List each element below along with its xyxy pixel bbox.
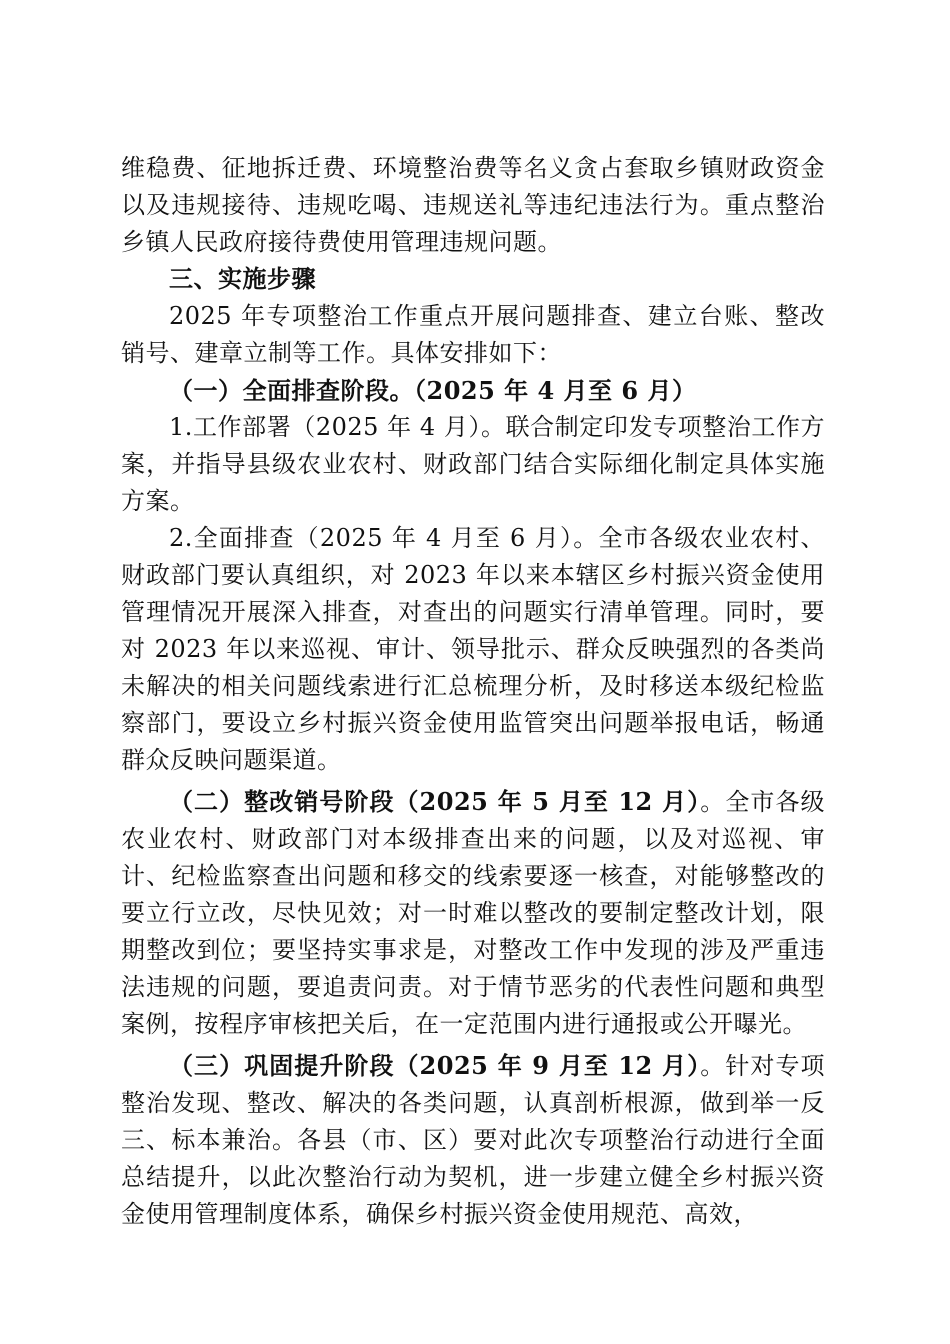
stage-three-paragraph <box>121 1047 825 1233</box>
stage-one-item-deployment: 1.工作部署（2025 年 4 月）。联合制定印发专项整治工作方案，并指导县级农业农村、财政部门结合实际细化制定具体实施方案。 <box>121 413 825 515</box>
stage-three-body: 。针对专项整治发现、整改、解决的各类问题，认真剖析根源，做到举一反三、标本兼治。各县（市、区）要对此次专项整治行动进行全面总结提升，以此次整治行动为契机，进一步建立健全乡村振兴资金使用管理制度体系，确保乡村振兴资金使用规范、高效， <box>121 1052 826 1228</box>
stage-three-title: （三）巩固提升阶段（2025 年 9 月至 12 月） <box>169 1051 701 1080</box>
stage-two-title: （二）整改销号阶段（2025 年 5 月至 12 月） <box>169 787 701 816</box>
stage-two-paragraph <box>121 783 825 1043</box>
section-heading-implementation-steps: 三、实施步骤 <box>169 265 316 293</box>
paragraph-continuation: 维稳费、征地拆迁费、环境整治费等名义贪占套取乡镇财政资金以及违规接待、违规吃喝、违规送礼等违纪违法行为。重点整治乡镇人民政府接待费使用管理违规问题。 <box>121 154 825 256</box>
document-page <box>121 150 825 1233</box>
paragraph-overview: 2025 年专项整治工作重点开展问题排查、建立台账、整改销号、建章立制等工作。具体安排如下： <box>121 302 825 367</box>
stage-one-title: （一）全面排查阶段。（2025 年 4 月至 6 月） <box>169 376 697 405</box>
stage-two-body: 。全市各级农业农村、财政部门对本级排查出来的问题，以及对巡视、审计、纪检监察查出问题和移交的线索要逐一核查，对能够整改的要立行立改，尽快见效；对一时难以整改的要制定整改计划，限期整改到位；要坚持实事求是，对整改工作中发现的涉及严重违法违规的问题，要追责问责。对于情节恶劣的代表性问题和典型案例，按程序审核把关后，在一定范围内进行通报或公开曝光。 <box>121 788 826 1038</box>
stage-one-item-investigation: 2.全面排查（2025 年 4 月至 6 月）。全市各级农业农村、财政部门要认真组织，对 2023 年以来本辖区乡村振兴资金使用管理情况开展深入排查，对查出的问题实行清单管理。同时，要对 2023 年以来巡视、审计、领导批示、群众反映强烈的各类尚未解决的相关问题线索进行汇总梳理分析，及时移送本级纪检监察部门，要设立乡村振兴资金使用监管突出问题举报电话，畅通群众反映问题渠道。 <box>121 524 825 774</box>
